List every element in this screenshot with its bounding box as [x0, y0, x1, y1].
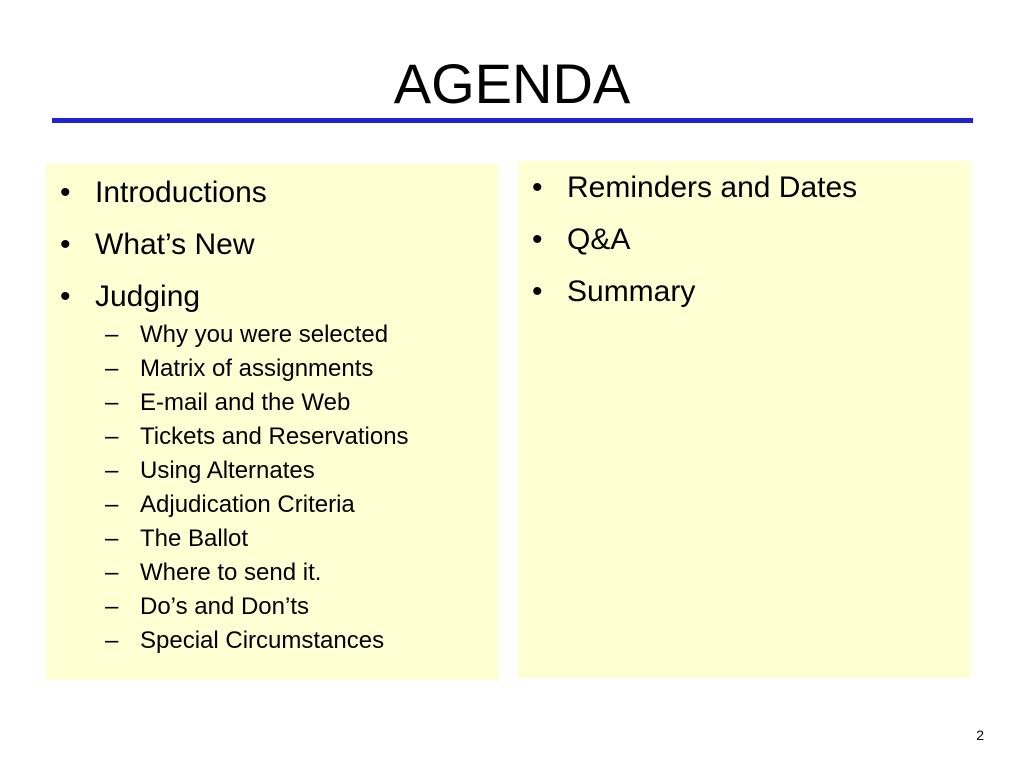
bullet-icon: •: [532, 171, 543, 204]
dash-icon: –: [105, 627, 119, 654]
agenda-item-label: Reminders and Dates: [567, 171, 858, 204]
subtopic-label: Tickets and Reservations: [140, 423, 409, 450]
subtopic-label: The Ballot: [140, 525, 249, 552]
dash-icon: –: [105, 355, 119, 382]
subtopic-item: [91, 624, 499, 658]
slide-title: AGENDA: [393, 52, 631, 115]
dash-icon: –: [105, 491, 119, 518]
subtopic-item: [91, 318, 499, 352]
subtopic-label: Adjudication Criteria: [140, 491, 355, 518]
subtopic-label: Why you were selected: [140, 321, 389, 348]
agenda-item-reminders-and-dates: [518, 169, 971, 207]
subtopic-item: [91, 352, 499, 386]
bullet-icon: •: [532, 223, 543, 256]
subtopic-item: [91, 454, 499, 488]
subtopic-label: Matrix of assignments: [140, 355, 374, 382]
subtopic-label: Using Alternates: [140, 457, 315, 484]
subtopic-item: [91, 590, 499, 624]
dash-icon: –: [105, 423, 119, 450]
subtopic-label: E-mail and the Web: [140, 389, 351, 416]
dash-icon: –: [105, 389, 119, 416]
agenda-item-label: Introductions: [95, 176, 267, 209]
agenda-item-label: Q&A: [567, 223, 631, 256]
title-underline: [52, 118, 973, 123]
agenda-item-label: Summary: [567, 275, 696, 308]
left-agenda-box: [46, 164, 499, 680]
dash-icon: –: [105, 559, 119, 586]
subtopic-label: Do’s and Don’ts: [140, 593, 309, 620]
subtopic-item: [91, 556, 499, 590]
agenda-item-summary: [518, 273, 971, 311]
bullet-icon: •: [532, 275, 543, 308]
right-agenda-box: [518, 161, 971, 678]
agenda-item-q-and-a: [518, 221, 971, 259]
bullet-icon: •: [60, 176, 71, 209]
judging-subtopic-list: [91, 318, 499, 658]
agenda-item-label: What’s New: [95, 228, 255, 261]
bullet-icon: •: [60, 228, 71, 261]
left-agenda-list: [46, 164, 499, 658]
dash-icon: –: [105, 525, 119, 552]
subtopic-label: Where to send it.: [140, 559, 322, 586]
agenda-item-introductions: [46, 174, 499, 212]
dash-icon: –: [105, 593, 119, 620]
dash-icon: –: [105, 321, 119, 348]
right-agenda-list: [518, 161, 971, 311]
agenda-item-judging: [46, 278, 499, 658]
dash-icon: –: [105, 457, 119, 484]
agenda-item-label: Judging: [95, 280, 201, 313]
bullet-icon: •: [60, 280, 71, 313]
subtopic-item: [91, 488, 499, 522]
subtopic-label: Special Circumstances: [140, 627, 385, 654]
subtopic-item: [91, 386, 499, 420]
subtopic-item: [91, 420, 499, 454]
agenda-item-whats-new: [46, 226, 499, 264]
page-number: 2: [976, 727, 984, 743]
subtopic-item: [91, 522, 499, 556]
